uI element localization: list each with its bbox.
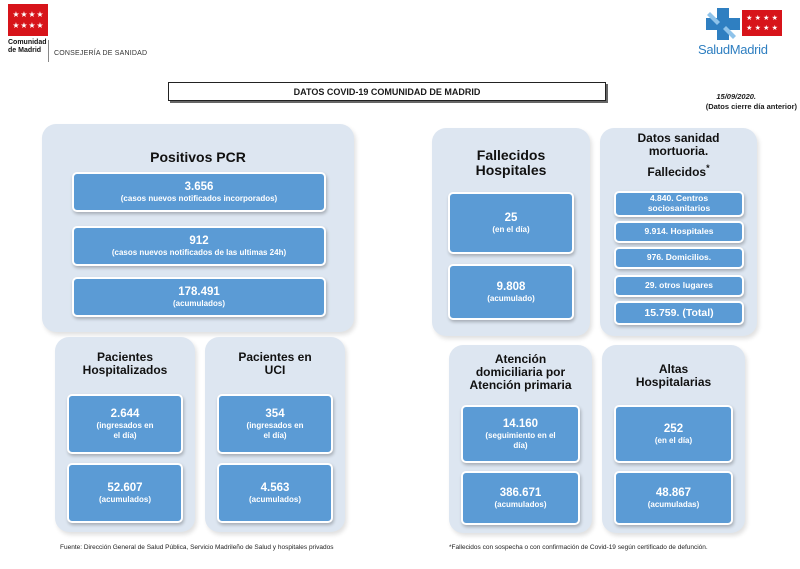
salud-madrid-brand: SaludMadrid [698, 42, 768, 57]
pcr-acum-desc: (acumulados) [172, 299, 225, 309]
fallecidos-hosp-acum-box [448, 264, 574, 320]
panel-hospitalizados [55, 337, 195, 532]
atencion-acum-desc: (acumulados) [494, 500, 547, 510]
atencion-dia-value: 14.160 [502, 418, 539, 431]
panel-altas-hospitalarias [602, 345, 745, 533]
report-date: 15/09/2020. [716, 92, 756, 101]
uci-dia-desc-2: el día) [263, 430, 287, 440]
mortuoria-centros-text-2: sociosanitarios [647, 203, 711, 213]
mortuoria-centros-box [614, 191, 744, 217]
mortuoria-title: Datos sanidad mortuoria. Fallecidos* [637, 131, 720, 180]
fallecidos-hosp-dia-value: 25 [504, 211, 518, 224]
atencion-dia-desc-2: día) [513, 440, 528, 450]
report-cierre-note: (Datos cierre día anterior) [705, 102, 797, 111]
mortuoria-hospitales-box [614, 221, 744, 243]
altas-dia-box [614, 405, 733, 463]
uci-acum-box [217, 463, 333, 523]
uci-acum-value: 4.563 [260, 481, 290, 494]
hospitalizados-acum-value: 52.607 [107, 481, 143, 494]
altas-acum-desc: (acumuladas) [647, 500, 700, 510]
consejeria-label: CONSEJERÍA DE SANIDAD [54, 50, 148, 57]
mortuoria-otros-text: 29. otros lugares [644, 280, 714, 291]
fallecidos-hosp-dia-desc: (en el día) [492, 225, 530, 235]
madrid-flag-icon: ★ ★ ★ ★ ★ ★ ★ ★ [8, 4, 48, 36]
hospitalizados-dia-desc-2: el día) [113, 430, 137, 440]
mortuoria-otros-box [614, 275, 744, 297]
pcr-nuevos-desc: (casos nuevos notificados incorporados) [120, 194, 278, 204]
uci-dia-box [217, 394, 333, 454]
panel-fallecidos-hospitales [432, 128, 590, 336]
health-cross-icon [706, 8, 740, 40]
header-divider [48, 40, 49, 62]
atencion-acum-box [461, 471, 580, 525]
fallecidos-hosp-acum-value: 9.808 [496, 280, 526, 293]
panel-atencion-domiciliaria [449, 345, 592, 533]
salud-madrid-logo [698, 4, 788, 62]
pcr-ultimas-value: 912 [189, 234, 209, 247]
fallecidos-hosp-dia-box [448, 192, 574, 254]
panel-sanidad-mortuoria [600, 128, 757, 336]
mortuoria-domicilios-box [614, 247, 744, 269]
fallecidos-hosp-title: Fallecidos Hospitales [475, 147, 547, 179]
pcr-ultimas-box [72, 226, 326, 266]
salud-flag-icon: ★ ★ ★ ★ ★ ★ ★ ★ [742, 10, 782, 36]
hospitalizados-title: Pacientes Hospitalizados [82, 350, 168, 378]
atencion-dia-box [461, 405, 580, 463]
fallecidos-hosp-acum-desc: (acumulado) [487, 294, 535, 304]
panel-uci [205, 337, 345, 532]
hospitalizados-dia-box [67, 394, 183, 454]
footer-nota: *Fallecidos con sospecha o con confirmación de Covid-19 según certificado de defunción. [449, 544, 708, 551]
uci-dia-value: 354 [265, 408, 285, 421]
mortuoria-domicilios-text: 976. Domicilios. [646, 252, 712, 263]
altas-title: Altas Hospitalarias [635, 362, 712, 390]
mortuoria-centros-text: 4.840. Centros [649, 193, 709, 204]
mortuoria-total-box [614, 301, 744, 325]
pcr-acum-value: 178.491 [178, 285, 220, 298]
hospitalizados-acum-box [67, 463, 183, 523]
uci-dia-desc: (ingresados en [246, 421, 304, 431]
pcr-ultimas-desc: (casos nuevos notificados de las ultimas 24h) [111, 248, 287, 258]
hospitalizados-dia-value: 2.644 [110, 408, 140, 421]
altas-dia-desc: (en el día) [654, 436, 693, 446]
altas-dia-value: 252 [663, 422, 684, 435]
comunidad-madrid-logo [8, 4, 50, 62]
pcr-acum-box [72, 277, 326, 317]
pcr-nuevos-box [72, 172, 326, 212]
cm-logo-text: Comunidad de Madrid [8, 39, 47, 54]
pcr-nuevos-value: 3.656 [184, 180, 214, 193]
atencion-title: Atención domiciliaria por Atención primaria [469, 352, 572, 393]
mortuoria-total-text: 15.759. (Total) [644, 306, 714, 319]
atencion-dia-desc: (seguimiento en el [485, 431, 556, 441]
hospitalizados-dia-desc: (ingresados en [96, 421, 154, 431]
uci-title: Pacientes en UCI [238, 350, 312, 378]
panel-positivos-pcr [42, 124, 354, 332]
uci-acum-desc: (acumulados) [248, 495, 301, 505]
hospitalizados-acum-desc: (acumulados) [98, 495, 151, 505]
altas-acum-box [614, 471, 733, 525]
mortuoria-hospitales-text: 9.914. Hospitales [644, 226, 714, 237]
pcr-title: Positivos PCR [150, 149, 246, 165]
footer-fuente: Fuente: Dirección General de Salud Pública, Servicio Madrileño de Salud y hospitales privados [60, 544, 334, 551]
page-title: DATOS COVID-19 COMUNIDAD DE MADRID [168, 82, 606, 101]
altas-acum-value: 48.867 [655, 486, 692, 499]
atencion-acum-value: 386.671 [499, 486, 542, 499]
